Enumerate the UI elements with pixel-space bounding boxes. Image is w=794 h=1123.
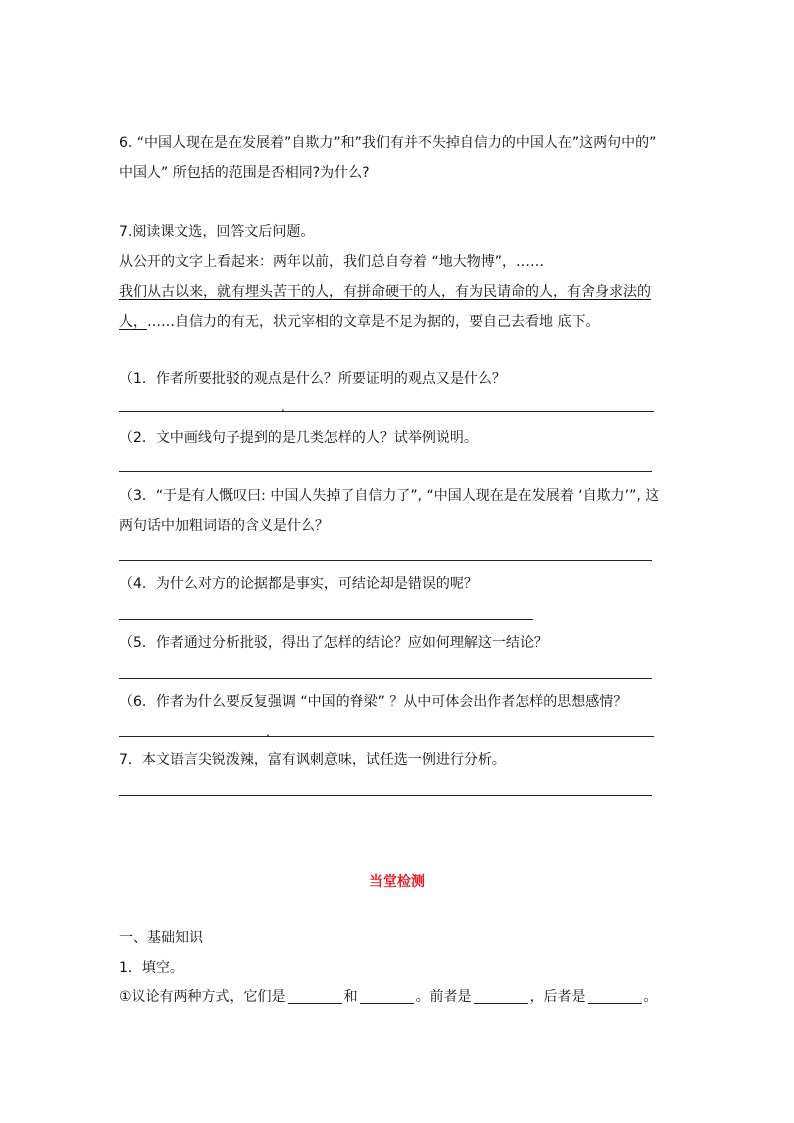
blank-2[interactable]: [360, 989, 414, 1004]
fill-text-e: 。: [643, 989, 658, 1005]
fill-text-b: 和: [343, 989, 358, 1005]
passage-line-3: [119, 312, 599, 332]
answer-line-6-dot: .: [266, 725, 270, 739]
sub-question-3-line-2: 两句话中加粗词语的含义是什么？: [119, 518, 329, 534]
answer-line-1[interactable]: [119, 411, 654, 412]
passage-line-1: 从公开的文字上看起来：两年以前，我们总自夸着 “地大物博”，……: [119, 254, 544, 270]
question-6-line-1: 6. “中国人现在是在发展着”自欺力”和”我们有并不失掉自信力的中国人在”这两句中的”: [119, 135, 657, 151]
part-one-title: 一、基础知识: [119, 930, 203, 946]
question-6-line-2: 中国人” 所包括的范围是否相同?为什么?: [119, 165, 370, 181]
answer-line-7[interactable]: [119, 795, 652, 796]
passage-underlined-fragment: 人，: [119, 314, 147, 330]
blank-4[interactable]: [588, 989, 642, 1004]
answer-line-6[interactable]: [119, 736, 654, 737]
sub-question-4: （4．为什么对方的论据都是事实，可结论却是错误的呢？: [119, 576, 478, 592]
sub-question-6: （6．作者为什么要反复强调 “中国的脊梁” ？从中可体会出作者怎样的思想感情？: [119, 694, 628, 710]
answer-line-2[interactable]: [119, 471, 652, 472]
sub-question-1: （1．作者所要批驳的观点是什么？所要证明的观点又是什么？: [119, 371, 506, 387]
blank-1[interactable]: [288, 989, 342, 1004]
answer-line-4[interactable]: [119, 619, 533, 620]
fill-in-line: [119, 987, 658, 1007]
answer-line-5[interactable]: [119, 678, 652, 679]
answer-line-1-dot: .: [281, 400, 285, 414]
item-1-title: 1．填空。: [119, 960, 184, 976]
fill-text-d: ，后者是: [529, 989, 586, 1005]
fill-text-a: ①议论有两种方式，它们是: [119, 989, 286, 1005]
question-7-title: 7.阅读课文选，回答文后问题。: [119, 224, 315, 240]
passage-line-2-underlined: 我们从古以来，就有埋头苦干的人，有拼命硬干的人，有为民请命的人，有舍身求法的: [119, 284, 651, 300]
sub-question-3-line-1: （3．“于是有人慨叹曰: 中国人失掉了自信力了”, “中国人现在是在发展着 ‘自欺力’”, 这: [119, 488, 660, 504]
section-heading: 当堂检测: [369, 874, 425, 890]
passage-line-3-rest: ……自信力的有无，状元宰相的文章是不足为据的，要自己去看地 底下。: [147, 314, 600, 330]
blank-3[interactable]: [474, 989, 528, 1004]
answer-line-3[interactable]: [119, 560, 652, 561]
sub-question-7: 7．本文语言尖锐泼辣，富有讽刺意味，试任选一例进行分析。: [119, 752, 506, 768]
sub-question-2: （2．文中画线句子提到的是几类怎样的人？试举例说明。: [119, 430, 478, 446]
sub-question-5: （5．作者通过分析批驳，得出了怎样的结论？应如何理解这一结论？: [119, 635, 548, 651]
fill-text-c: 。前者是: [415, 989, 472, 1005]
